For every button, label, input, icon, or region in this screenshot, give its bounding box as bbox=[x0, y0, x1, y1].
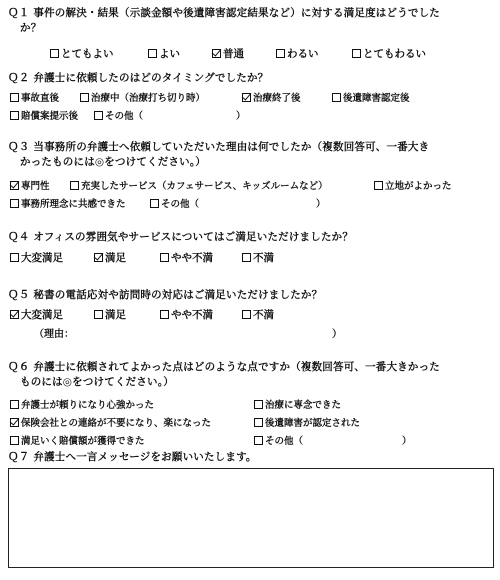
checkbox[interactable] bbox=[332, 93, 341, 102]
q5-option[interactable] bbox=[242, 307, 274, 322]
option-label: 大変満足 bbox=[21, 309, 63, 321]
q3-option-other[interactable] bbox=[150, 196, 199, 210]
checkbox[interactable] bbox=[10, 93, 19, 102]
option-label: 満足 bbox=[105, 252, 126, 264]
option-label: その他（ bbox=[105, 111, 144, 122]
q3-options-row2 bbox=[10, 196, 494, 212]
option-label: 満足いく賠償額が獲得できた bbox=[21, 436, 145, 447]
option-label: 治療終了後 bbox=[253, 93, 301, 104]
q7-text: 弁護士へ一言メッセージをお願いいたします。 bbox=[33, 451, 257, 463]
q7-question bbox=[8, 450, 494, 465]
q6-option[interactable] bbox=[254, 397, 341, 411]
q5-reason-field[interactable] bbox=[34, 325, 342, 340]
checkbox[interactable] bbox=[10, 181, 19, 190]
q4-option[interactable] bbox=[242, 250, 274, 265]
q3-option[interactable] bbox=[70, 178, 328, 192]
q6-options-row3 bbox=[10, 433, 494, 449]
q3-option[interactable] bbox=[10, 178, 50, 192]
q3-number: Ｑ３ bbox=[8, 141, 30, 153]
q6-options-row2 bbox=[10, 415, 494, 431]
q6-number: Ｑ６ bbox=[8, 361, 30, 373]
q1-number: Ｑ１ bbox=[8, 7, 30, 19]
q6-question bbox=[8, 360, 494, 390]
checkbox[interactable] bbox=[276, 49, 285, 58]
q4-question bbox=[8, 230, 494, 245]
checkbox[interactable] bbox=[374, 181, 383, 190]
checkbox[interactable] bbox=[10, 436, 19, 445]
checkbox[interactable] bbox=[352, 49, 361, 58]
option-label: 普通 bbox=[223, 48, 244, 60]
option-label: 満足 bbox=[105, 309, 126, 321]
q5-option[interactable] bbox=[94, 307, 126, 322]
option-label: やや不満 bbox=[171, 252, 213, 264]
q2-option[interactable] bbox=[332, 90, 410, 104]
q6-option[interactable] bbox=[10, 397, 154, 411]
q6-option[interactable] bbox=[10, 433, 145, 447]
option-label: 治療中（治療打ち切り時） bbox=[91, 93, 206, 104]
checkbox[interactable] bbox=[242, 253, 251, 262]
checkbox[interactable] bbox=[10, 400, 19, 409]
option-label: 治療に専念できた bbox=[265, 400, 342, 411]
option-label: 事務所理念に共感できた bbox=[21, 199, 126, 210]
q3-other-close: ） bbox=[316, 199, 326, 210]
q2-question bbox=[8, 71, 494, 86]
checkbox[interactable] bbox=[10, 111, 19, 120]
checkbox[interactable] bbox=[242, 93, 251, 102]
q2-other-close: ） bbox=[236, 111, 246, 122]
q5-question bbox=[8, 288, 494, 303]
q5-number: Ｑ５ bbox=[8, 289, 30, 301]
q4-options bbox=[10, 250, 494, 266]
option-label: 充実したサービス（カフェサービス、キッズルームなど） bbox=[81, 181, 328, 192]
q4-option[interactable] bbox=[160, 250, 213, 265]
q1-option[interactable] bbox=[50, 46, 114, 61]
checkbox[interactable] bbox=[148, 49, 157, 58]
q4-option[interactable] bbox=[94, 250, 126, 265]
q1-text-line2: か？ bbox=[20, 22, 42, 34]
q3-option[interactable] bbox=[10, 196, 126, 210]
q7-message-box[interactable] bbox=[8, 468, 494, 568]
option-label: 立地がよかった bbox=[385, 181, 452, 192]
q6-option-other[interactable] bbox=[254, 433, 303, 447]
q5-option[interactable] bbox=[10, 307, 63, 322]
q6-option[interactable] bbox=[10, 415, 211, 429]
option-label: 賠償案提示後 bbox=[21, 111, 79, 122]
option-label: 後遺障害認定後 bbox=[343, 93, 410, 104]
q1-text-line1: 事件の解決・結果（示談金額や後遺障害認定結果など）に対する満足度はどうでした bbox=[33, 7, 441, 19]
checkbox[interactable] bbox=[160, 310, 169, 319]
q6-text-line1: 弁護士に依頼されてよかった点はどのような点ですか（複数回答可、一番大きかった bbox=[33, 361, 441, 373]
q2-option[interactable] bbox=[242, 90, 301, 104]
q3-text-line2: かったものには◎をつけてください。） bbox=[20, 156, 207, 168]
option-label: 不満 bbox=[253, 252, 274, 264]
option-label: 弁護士が頼りになり心強かった bbox=[21, 400, 155, 411]
q3-text-line1: 当事務所の弁護士へ依頼していただいた理由は何でしたか（複数回答可、一番大き bbox=[33, 141, 430, 153]
checkbox[interactable] bbox=[94, 111, 103, 120]
checkbox[interactable] bbox=[10, 418, 19, 427]
q2-options-row2 bbox=[10, 108, 494, 124]
q1-option[interactable] bbox=[352, 46, 426, 61]
q3-question bbox=[8, 140, 494, 170]
q5-option[interactable] bbox=[160, 307, 213, 322]
q7-number: Ｑ７ bbox=[8, 451, 30, 463]
checkbox[interactable] bbox=[80, 93, 89, 102]
option-label: よい bbox=[159, 48, 180, 60]
q1-options bbox=[10, 46, 494, 62]
option-label: とてもわるい bbox=[363, 48, 426, 60]
checkbox[interactable] bbox=[212, 49, 221, 58]
q1-option[interactable] bbox=[148, 46, 180, 61]
option-label: とてもよい bbox=[61, 48, 114, 60]
checkbox[interactable] bbox=[254, 400, 263, 409]
q6-text-line2: ものには◎をつけてください。） bbox=[20, 376, 174, 388]
option-label: やや不満 bbox=[171, 309, 213, 321]
checkbox[interactable] bbox=[242, 310, 251, 319]
q6-other-close: ） bbox=[402, 436, 412, 447]
q2-option[interactable] bbox=[10, 90, 59, 104]
option-label: 後遺障害が認定された bbox=[265, 418, 361, 429]
checkbox[interactable] bbox=[50, 49, 59, 58]
checkbox[interactable] bbox=[254, 436, 263, 445]
option-label: 専門性 bbox=[21, 181, 50, 192]
q3-options-row1 bbox=[10, 178, 494, 194]
q2-option[interactable] bbox=[80, 90, 205, 104]
option-label: その他（ bbox=[161, 199, 200, 210]
q6-option[interactable] bbox=[254, 415, 360, 429]
checkbox[interactable] bbox=[10, 199, 19, 208]
q1-option[interactable] bbox=[276, 46, 319, 61]
q5-text: 秘書の電話応対や訪問時の対応はご満足いただけましたか？ bbox=[33, 289, 323, 301]
q2-options-row1 bbox=[10, 90, 494, 106]
option-label: その他（ bbox=[265, 436, 304, 447]
q1-question bbox=[8, 6, 494, 36]
checkbox[interactable] bbox=[10, 310, 19, 319]
q3-option[interactable] bbox=[374, 178, 452, 192]
option-label: 保険会社との連絡が不要になり、楽になった bbox=[21, 418, 212, 429]
checkbox[interactable] bbox=[94, 310, 103, 319]
q4-text: オフィスの雰囲気やサービスについてはご満足いただけましたか？ bbox=[33, 231, 354, 243]
checkbox[interactable] bbox=[94, 253, 103, 262]
option-label: 事故直後 bbox=[21, 93, 60, 104]
option-label: 大変満足 bbox=[21, 252, 63, 264]
checkbox[interactable] bbox=[254, 418, 263, 427]
checkbox[interactable] bbox=[10, 253, 19, 262]
q4-number: Ｑ４ bbox=[8, 231, 30, 243]
q6-options-row1 bbox=[10, 397, 494, 413]
checkbox[interactable] bbox=[70, 181, 79, 190]
q2-text: 弁護士に依頼したのはどのタイミングでしたか？ bbox=[33, 72, 269, 84]
q5-options bbox=[10, 307, 494, 323]
q2-option-other[interactable] bbox=[94, 108, 143, 122]
checkbox[interactable] bbox=[150, 199, 159, 208]
checkbox[interactable] bbox=[160, 253, 169, 262]
q4-option[interactable] bbox=[10, 250, 63, 265]
option-label: 不満 bbox=[253, 309, 274, 321]
q2-option[interactable] bbox=[10, 108, 78, 122]
q2-number: Ｑ２ bbox=[8, 72, 30, 84]
q5-reason-close: ） bbox=[332, 329, 342, 340]
q5-reason-label: （理由： bbox=[34, 329, 74, 340]
option-label: わるい bbox=[287, 48, 319, 60]
q1-option[interactable] bbox=[212, 46, 244, 61]
